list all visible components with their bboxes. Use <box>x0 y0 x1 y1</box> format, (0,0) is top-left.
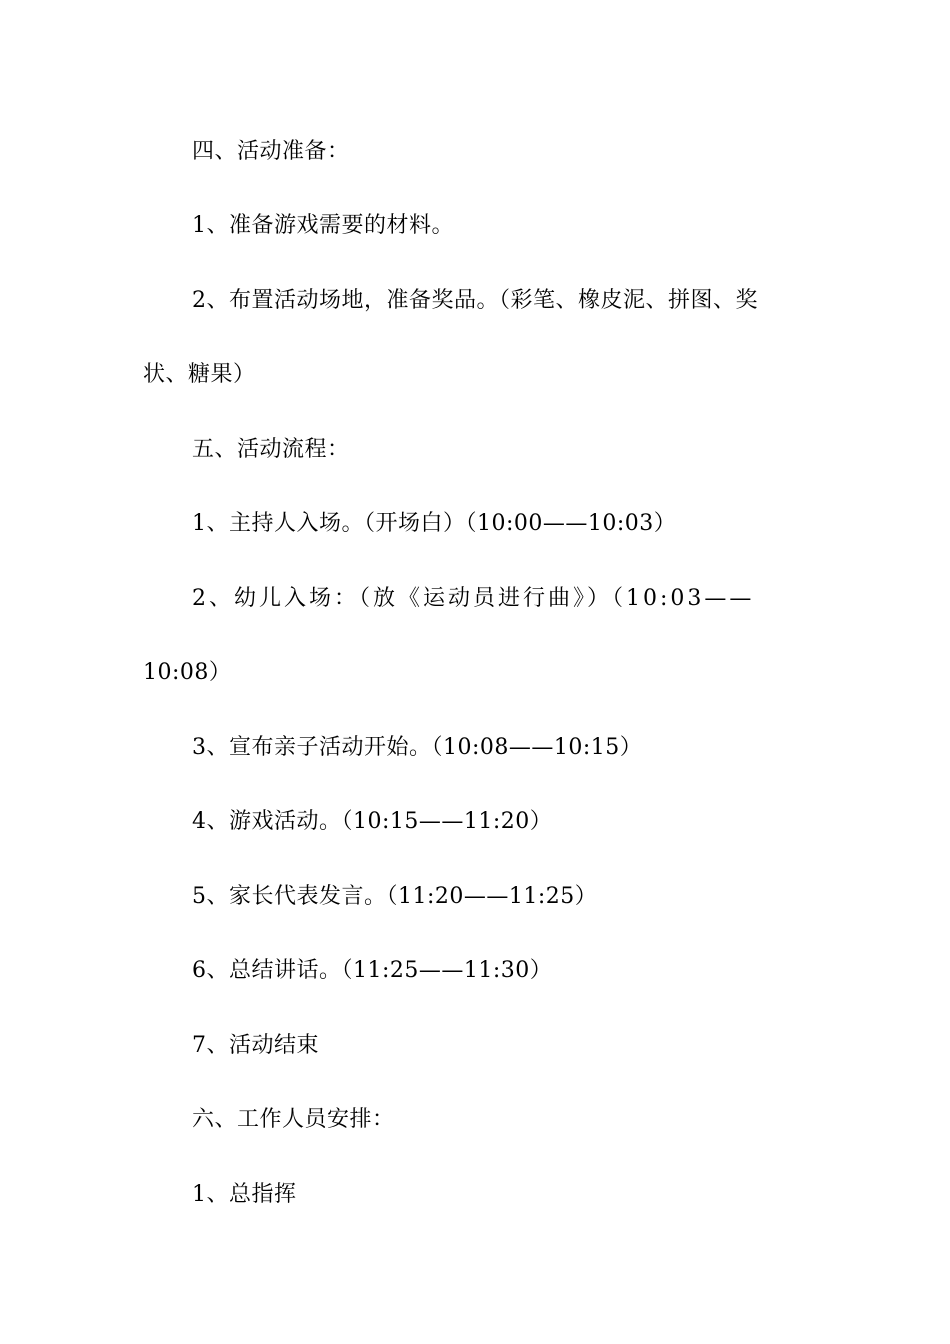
paragraph-line: 4、游戏活动。（10:15——11:20） <box>192 809 553 834</box>
paragraph-line-continuation: 状、糖果） <box>143 362 256 387</box>
paragraph-line: 5、家长代表发言。（11:20——11:25） <box>192 884 598 909</box>
paragraph-line: 6、总结讲话。（11:25——11:30） <box>192 958 553 983</box>
paragraph-line: 3、宣布亲子活动开始。（10:08——10:15） <box>192 735 643 760</box>
paragraph-line: 7、活动结束 <box>192 1033 319 1058</box>
section-heading-staff: 六、工作人员安排： <box>192 1107 395 1132</box>
paragraph-line: 2、布置活动场地，准备奖品。（彩笔、橡皮泥、拼图、奖 <box>192 288 758 313</box>
section-heading-preparation: 四、活动准备： <box>192 139 350 164</box>
section-heading-process: 五、活动流程： <box>192 437 350 462</box>
paragraph-line: 1、准备游戏需要的材料。 <box>192 213 454 238</box>
paragraph-line: 1、主持人入场。（开场白）（10:00——10:03） <box>192 511 677 536</box>
paragraph-line: 2、幼儿入场：（放《运动员进行曲》）（10:03—— <box>192 586 755 611</box>
paragraph-line-continuation: 10:08） <box>143 660 232 685</box>
paragraph-line: 1、总指挥 <box>192 1182 297 1207</box>
